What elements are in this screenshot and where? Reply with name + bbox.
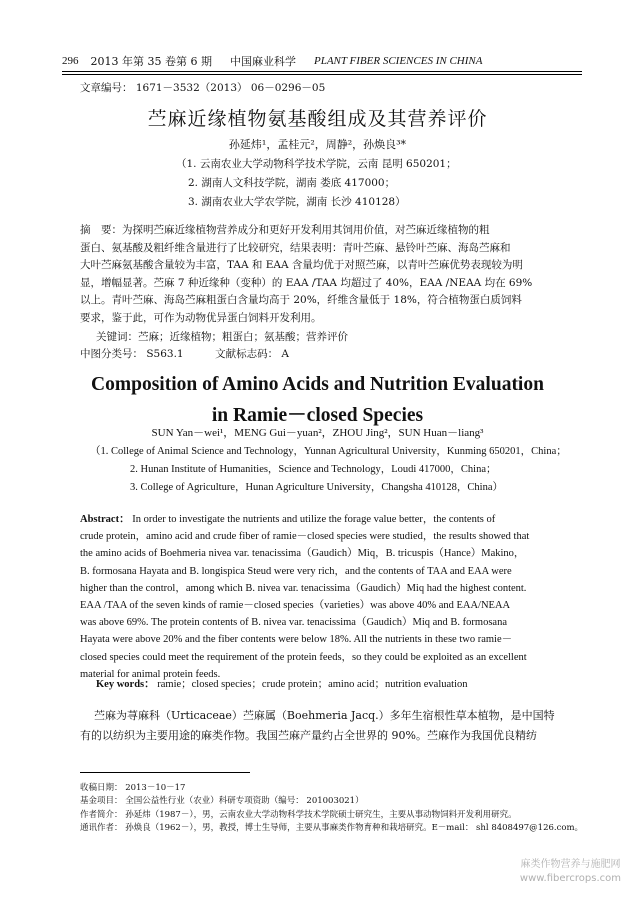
journal-name-cn: 中国麻业科学 bbox=[229, 55, 296, 68]
affiliation-en-2: 2. Hunan Institute of Humanities，Science and Technology，Loudi 417000，China； bbox=[130, 464, 497, 475]
affiliation-en-1: （1. College of Animal Science and Technology，Yunnan Agricultural University，Kunming 650201，China； bbox=[90, 446, 567, 457]
abstract-cn-line: 摘 要：为探明苎麻近缘植物营养成分和更好开发利用其饲用价值，对苎麻近缘植物的粗 bbox=[80, 224, 490, 236]
article-number: 文章编号： 1671－3532（2013） 06－0296－05 bbox=[80, 82, 326, 94]
authors-en: SUN Yan－wei¹，MENG Gui－yuan²，ZHOU Jing²，SUN Huan－liang³ bbox=[151, 427, 484, 439]
intro-line: 有的以纺织为主要用途的麻类作物。我国苎麻产量约占全世界的 90%。苎麻作为我国优良精纺 bbox=[80, 729, 537, 742]
affiliation-cn-1: （1. 云南农业大学动物科学技术学院，云南 昆明 650201； bbox=[176, 158, 457, 170]
keywords-en-label: Key words： bbox=[96, 679, 155, 690]
abstract-cn-line: 显，增幅显著。苎麻 7 种近缘种（变种）的 EAA /TAA 均超过了 40%，EAA /NEAA 均在 69% bbox=[80, 276, 533, 289]
abstract-en-line: higher than the control，among which B. nivea var. tenacissima（Gaudich）Miq had the highest content. bbox=[80, 582, 527, 594]
watermark-line-2: www.fibercrops.com bbox=[519, 873, 621, 884]
abstract-en-line: material for animal protein feeds. bbox=[80, 668, 221, 680]
header-rule-bottom bbox=[62, 74, 582, 75]
abstract-en-label: Abstract： bbox=[80, 514, 130, 525]
abstract-en-line: EAA /TAA of the seven kinds of ramie－closed species（varieties）was above 40% and EAA/NEAA bbox=[80, 600, 511, 612]
running-header bbox=[62, 52, 582, 70]
abstract-cn bbox=[80, 222, 560, 328]
title-cn: 苎麻近缘植物氨基酸组成及其营养评价 bbox=[147, 108, 488, 130]
header-rule-top bbox=[62, 71, 582, 72]
authors-cn: 孙延炜¹，孟桂元²，周静²，孙焕良³* bbox=[228, 138, 407, 151]
intro-line: 苎麻为荨麻科（Urticaceae）苎麻属（Boehmeria Jacq.）多年生宿根性草本植物，是中国特 bbox=[94, 709, 555, 722]
affiliation-cn-2: 2. 湖南人文科技学院，湖南 娄底 417000； bbox=[188, 177, 396, 189]
footnote-received: 收稿日期： 2013－10－17 bbox=[80, 783, 186, 793]
journal-name-en: PLANT FIBER SCIENCES IN CHINA bbox=[313, 55, 483, 67]
keywords-cn: 关键词：苎麻；近缘植物；粗蛋白；氨基酸；营养评价 bbox=[96, 331, 348, 343]
abstract-cn-line: 蛋白、氨基酸及粗纤维含量进行了比较研究，结果表明：青叶苎麻、悬铃叶苎麻、海岛苎麻和 bbox=[80, 241, 511, 254]
abstract-cn-line: 以上。青叶苎麻、海岛苎麻粗蛋白含量均高于 20%，纤维含量低于 18%，符合植物蛋白质饲料 bbox=[80, 294, 522, 307]
watermark bbox=[520, 858, 621, 886]
classification-code: 中图分类号： S563.1 文献标志码： A bbox=[80, 348, 290, 360]
abstract-en-line: crude protein，amino acid and crude fiber of ramie－closed species were studied，the results showed that bbox=[80, 531, 530, 543]
title-en-line-2: in Ramie－closed Species bbox=[211, 405, 424, 426]
footnote-corresponding: 通讯作者： 孙焕良（1962－），男，教授，博士生导师，主要从事麻类作物育种和栽培研究。E－mail： shl 8408497@126.com。 bbox=[80, 823, 584, 834]
abstract-en-line: the amino acids of Boehmeria nivea var. tenacissima（Gaudich）Miq，B. tricuspis（Hance）Makino， bbox=[80, 548, 525, 560]
affiliation-cn-3: 3. 湖南农业大学农学院，湖南 长沙 410128） bbox=[188, 196, 406, 208]
affiliation-en-3: 3. College of Agriculture，Hunan Agriculture University，Changsha 410128，China） bbox=[130, 482, 503, 493]
footnote-funding: 基金项目： 全国公益性行业（农业）科研专项资助（编号： 201003021） bbox=[80, 796, 364, 807]
abstract-en-line: closed species could meet the requirement of the protein feeds，so they could be exploited as an excellent bbox=[80, 651, 527, 663]
keywords-en-text: ramie；closed species；crude protein；amino acid；nutrition evaluation bbox=[154, 679, 468, 690]
footnote-rule bbox=[80, 772, 250, 773]
abstract-en-line: In order to investigate the nutrients and utilize the forage value better，the contents of bbox=[129, 514, 496, 525]
keywords-en bbox=[96, 676, 468, 691]
watermark-line-1: 麻类作物营养与施肥网 bbox=[520, 859, 621, 870]
abstract-en-line: Hayata were above 20% and the fiber contents were below 18%. All the nutrients in these two ramie－ bbox=[80, 634, 513, 646]
footnote-author: 作者简介： 孙延炜（1987－），男，云南农业大学动物科学技术学院硕士研究生，主要从事动物饲料开发利用研究。 bbox=[80, 809, 517, 820]
title-en-line-1: Composition of Amino Acids and Nutrition Evaluation bbox=[91, 374, 544, 395]
abstract-en-line: B. formosana Hayata and B. longispica Steud were very rich，and the contents of TAA and EAA were bbox=[80, 565, 512, 577]
abstract-cn-line: 大叶苎麻氨基酸含量较为丰富，TAA 和 EAA 含量均优于对照苎麻，以青叶苎麻优势表现较为明 bbox=[80, 259, 523, 272]
abstract-en bbox=[80, 511, 555, 683]
footnotes bbox=[80, 782, 584, 836]
issue-info: 2013 年第 35 卷第 6 期 bbox=[90, 55, 212, 68]
abstract-en-line: was above 69%. The protein contents of B. nivea var. tenacissima（Gaudich）Miq and B. formosana bbox=[80, 617, 507, 629]
page-number: 296 bbox=[62, 55, 79, 67]
abstract-cn-line: 要求，鉴于此，可作为动物优异蛋白饲料开发利用。 bbox=[80, 311, 322, 324]
intro-paragraph bbox=[80, 706, 560, 746]
